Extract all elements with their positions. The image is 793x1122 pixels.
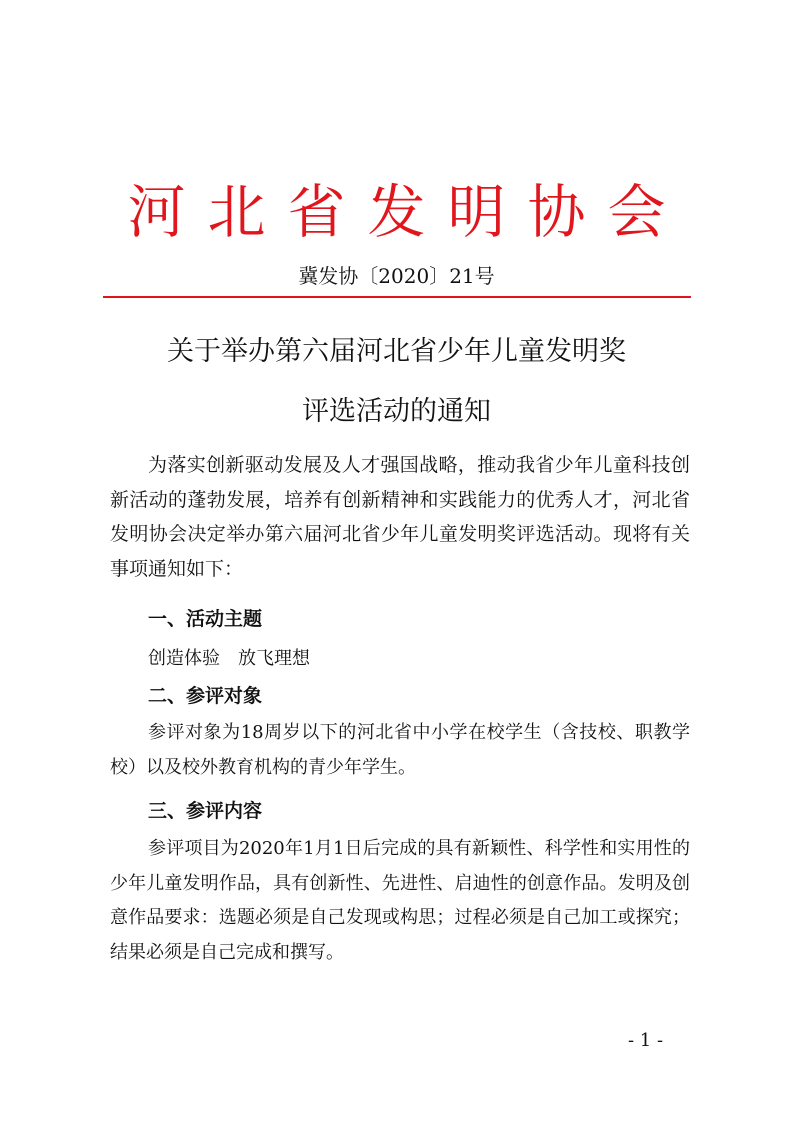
section1-heading: 一、活动主题 <box>148 608 263 630</box>
red-divider-line <box>103 296 691 298</box>
section1-text: 创造体验 放飞理想 <box>148 648 310 669</box>
notice-title-line1: 关于举办第六届河北省少年儿童发明奖 <box>167 336 626 367</box>
intro-paragraph: 为落实创新驱动发展及人才强国战略，推动我省少年儿童科技创新活动的蓬勃发展，培养有创新精神和实践能力的优秀人才，河北省发明协会决定举办第六届河北省少年儿童发明奖评选活动。现将有关事项通知如下： <box>110 454 690 580</box>
page-number: - 1 - <box>628 1030 664 1051</box>
section3-heading: 三、参评内容 <box>148 800 263 822</box>
notice-title-line2: 评选活动的通知 <box>302 396 491 427</box>
organization-title: 河北省发明协会 <box>127 178 688 246</box>
section2-paragraph: 参评对象为18周岁以下的河北省中小学在校学生（含技校、职教学校）以及校外教育机构的青少年学生。 <box>110 722 690 778</box>
section2-heading: 二、参评对象 <box>148 685 263 707</box>
document-number: 冀发协〔2020〕21号 <box>298 264 495 288</box>
section3-paragraph: 参评项目为2020年1月1日后完成的具有新颖性、科学性和实用性的少年儿童发明作品，具有创新性、先进性、启迪性的创意作品。发明及创意作品要求：选题必须是自己发现或构思；过程必须是自己加工或探究；结果必须是自己完成和撰写。 <box>110 838 690 963</box>
